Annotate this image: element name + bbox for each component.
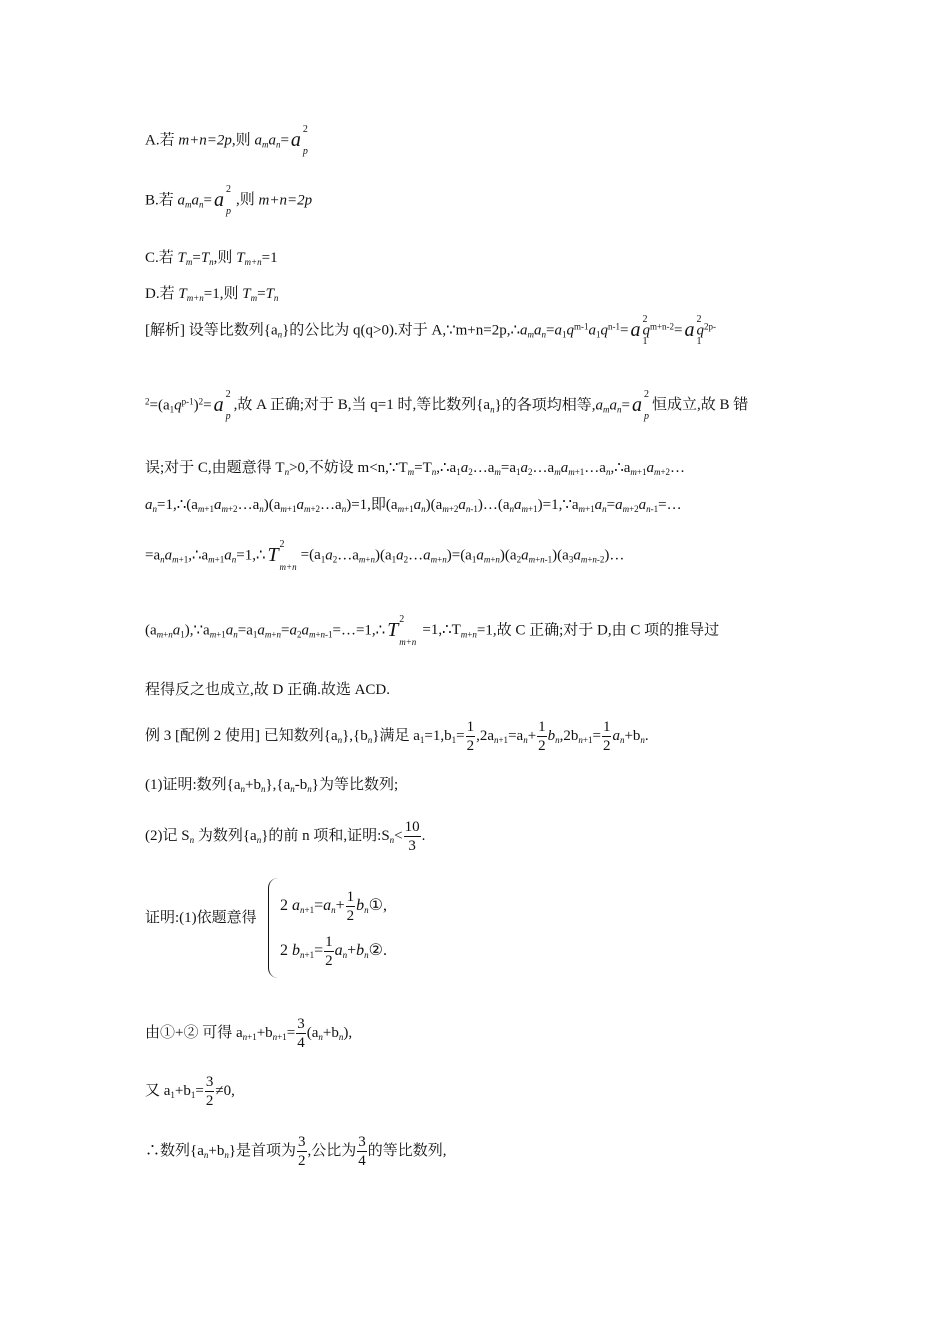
- proof-intro: 证明:(1)依题意得: [145, 910, 257, 926]
- option-c-cond: =: [192, 250, 201, 266]
- q1-d: -b: [294, 777, 308, 793]
- analysis-l1-exp1: m-1: [573, 321, 589, 332]
- example-t13: +b: [624, 727, 641, 744]
- analysis-l1-exp4: 2p-: [704, 321, 716, 332]
- example-t4: =1,b: [424, 727, 452, 744]
- analysis-l1-text: [解析] 设等比数列{a: [145, 322, 278, 339]
- analysis-l2-i: 恒成立,故 B 错: [652, 397, 749, 414]
- analysis-l5-h: )(a: [499, 547, 517, 564]
- analysis-l4-b: …a: [237, 497, 260, 513]
- analysis-l3: 误;对于 C,由题意得 T: [145, 460, 285, 476]
- analysis-l4-g: )(a: [425, 497, 443, 513]
- proof-s3c: }是首项为: [228, 1142, 297, 1159]
- proof-s3d: ,公比为: [307, 1142, 357, 1159]
- analysis-l3-d: ,∴a: [436, 460, 457, 476]
- fraction-half-3: $\frac{1}{2}$: [602, 719, 611, 754]
- analysis-l1-exp2: n-1: [607, 321, 620, 332]
- example-t3: }满足 a: [372, 727, 420, 744]
- analysis-l6-d: =…=1,∴: [332, 622, 386, 639]
- analysis-l4-j: a: [514, 497, 522, 513]
- option-b-concl: m+n=2p: [258, 192, 313, 209]
- fraction-ten-thirds: $\frac{10}{3}$: [404, 819, 420, 854]
- option-b: B.若 $a_ma_n= a$ 2 p ,则 m+n=2p: [145, 190, 312, 212]
- proof-s2d: ≠0,: [215, 1082, 235, 1099]
- option-b-sq: 2: [225, 184, 231, 195]
- analysis-l5: =a: [145, 547, 161, 564]
- analysis-l3-c: =T: [414, 460, 432, 476]
- proof-s1d: (a: [306, 1024, 319, 1041]
- analysis-l5-b: ,∴a: [188, 547, 209, 564]
- analysis-l6-b: ),∵a: [184, 622, 210, 639]
- analysis-l4-h: a: [458, 497, 466, 513]
- proof-s3b: +b: [208, 1142, 225, 1159]
- equation-2: 2 $b_{n+1}=$ $\frac{1}{2}$ $a_n+b_n②$.: [280, 934, 387, 969]
- analysis-l3-g: …a: [532, 460, 555, 476]
- option-a-sq: 2: [302, 124, 308, 135]
- analysis-l1-b: }的公比为 q(q>0).对于 A,∵m+n=2p,∴: [282, 322, 521, 339]
- analysis-l4-e: )=1,即(a: [346, 497, 398, 513]
- option-b-rel: =: [203, 192, 212, 209]
- option-d-concl: =: [257, 286, 266, 302]
- analysis-l3-f: =a: [500, 460, 517, 476]
- option-b-lead: B.若: [145, 192, 178, 209]
- option-a-mid: ,则: [231, 132, 255, 149]
- example-t2: },{b: [342, 727, 368, 744]
- analysis-line-6: $(a_{m+n}a_1),\because a_{m+1}a_n=a_1a_{m+n}=a_2a_{m+n-1}=\dots=1,\therefore$ T 2 m+n $=1,\therefore T_{m+n}=1$,故 C 正确;对于 D,由 C 项的推导过: [145, 614, 720, 647]
- q2-c: }的前 n 项和,证明:S: [261, 827, 390, 844]
- fraction-half-2: $\frac{1}{2}$: [538, 719, 546, 754]
- analysis-line-2: $^2=(a_1q^{p-1})^2= a$ 2 p ,故 A 正确;对于 B,当 q=1 时,等比数列$\{a_n\}$的各项均相等$,a_ma_n= a$ 2 p 恒成立,故 B 错: [145, 389, 749, 422]
- proof-s3: ∴数列{a: [145, 1142, 204, 1159]
- question-2: (2)记 $S_n$ 为数列$\{a_n\}$的前 n 项和,证明$:S_n<$ $\frac{10}{3}$ .: [145, 819, 426, 854]
- analysis-l3-e: …a: [472, 460, 495, 476]
- q2-b: 为数列{a: [194, 827, 257, 844]
- analysis-l6: (a: [145, 622, 157, 639]
- option-a-sub: p: [302, 146, 308, 157]
- analysis-l2-c: q: [174, 397, 182, 414]
- example-t9: b: [547, 727, 556, 744]
- analysis-l2-h: }的各项均相等,: [494, 397, 596, 414]
- analysis-l2-exp: p-1: [181, 396, 194, 407]
- analysis-l1-exp3: m+n-2: [649, 321, 675, 332]
- option-b-sub: p: [225, 206, 231, 217]
- left-brace: [268, 878, 279, 978]
- q1-text: (1)证明:数列{a: [145, 777, 241, 793]
- proof-s2b: +b: [174, 1082, 191, 1099]
- option-b-mid: ,则: [235, 192, 259, 209]
- analysis-l4-k: )=1,∵a: [537, 497, 579, 513]
- analysis-l1-c: =: [546, 322, 555, 339]
- fraction-half-1: $\frac{1}{2}$: [466, 719, 475, 754]
- analysis-l5-e: …a: [337, 547, 359, 564]
- example-title: 例 3 [配例 2 使用] 已知数列$\{a_n\},\{b_n\}$满足 $a_1=1,b_1=$ $\frac{1}{2}$ $,2a_{n+1}=a_n+$ $\frac{1}{2}$ $b_n,2b_{n+1}=$ $\frac{1}{2}$ $a_n+b_n$.: [145, 719, 649, 754]
- q2-text: (2)记 S: [145, 827, 190, 844]
- fraction-three-halves: $\frac{3}{2}$: [205, 1074, 214, 1109]
- option-d-lead: D.若: [145, 286, 179, 302]
- option-a-rel: =: [280, 132, 289, 149]
- analysis-l5-f: )(a: [375, 547, 392, 564]
- proof-step-2: 又 $a_1+b_1=$ $\frac{3}{2}$ ≠0,: [145, 1074, 235, 1109]
- option-c-concl: =1: [261, 250, 278, 266]
- q1-b: +b: [245, 777, 261, 793]
- analysis-l5-j: )…: [604, 547, 625, 564]
- proof-s2: 又 a: [145, 1082, 171, 1099]
- analysis-l4: =1,∴(a: [157, 497, 198, 513]
- example-t11: =: [592, 727, 601, 744]
- analysis-l2-d: ): [193, 397, 199, 414]
- analysis-l2-a: 2: [145, 396, 150, 407]
- analysis-line-5: $=a_na_{m+1},\therefore a_{m+1}a_n=1,\therefore$ T 2 m+n $=(a_1a_2\dots a_{m+n})(a_1a_2\dots a_{m+n})=(a_1a_{m+n})(a_2a_{m+n-1})(a_3a_{m+n-2})\dots$: [145, 539, 625, 572]
- analysis-l4-i: )…(a: [477, 497, 510, 513]
- example-t5: =: [456, 727, 465, 744]
- analysis-l5-i: )(a: [552, 547, 569, 564]
- q1-c: },{a: [265, 777, 291, 793]
- analysis-line-4: $a_n=1,\therefore(a_{m+1}a_{m+2}\dots a_n)(a_{m+1}a_{m+2}\dots a_n)=1$,即$(a_{m+1}a_n)(a_{m+2}a_{n-1})\dots(a_na_{m+1})=1,\because a_{m+1}a_n=a_{m+2}a_{n-1}=\dots$: [145, 497, 682, 514]
- analysis-l5-c: =1,∴: [236, 547, 266, 564]
- option-d-cond: =1: [203, 286, 220, 302]
- example-t10: ,2b: [559, 727, 579, 744]
- option-d: D.若 $T_{m+n}=1$,则 $T_m=T_n$: [145, 286, 279, 303]
- example-t8: +: [527, 727, 537, 744]
- analysis-line-3: 误;对于 C,由题意得 $T_n>0$,不妨设 $m<n,\because T_m=T_n,\therefore a_1a_2\dots a_m=a_1a_2\dots a_ma_{m+1}\dots a_n,\therefore a_{m+1}a_{m+2}\dots$: [145, 460, 686, 477]
- proof-s1c: =: [286, 1024, 296, 1041]
- analysis-line-1: [解析] 设等比数列$\{a_n\}$的公比为 q(q>0).对于 $A,\because m+n=2p,\therefore a_ma_n=a_1q^{m-1}a_1q^{n-1}= a$ 2 1 $q^{m+n-2}= a$ 2 1 $q^{2p-}$: [145, 314, 716, 347]
- analysis-l6-f: =1,故 C 正确;对于 D,由 C 项的推导过: [476, 622, 720, 639]
- example-t12: a: [612, 727, 620, 744]
- fraction-first-term: $\frac{3}{2}$: [298, 1134, 306, 1169]
- proof-step-3: ∴数列$\{a_n+b_n\}$是首项为 $\frac{3}{2}$ ,公比为 $\frac{3}{4}$ 的等比数列,: [145, 1134, 447, 1169]
- analysis-l4-d: …a: [320, 497, 342, 513]
- analysis-l4-l: =…: [658, 497, 682, 513]
- analysis-l5-g: )=(a: [446, 547, 472, 564]
- analysis-l6-c: =a: [237, 622, 253, 639]
- proof-s1e: +b: [322, 1024, 339, 1041]
- q2-e: .: [421, 827, 426, 844]
- proof-step-1: 由①+② 可得 $a_{n+1}+b_{n+1}=$ $\frac{3}{4}$ $(a_n+b_n)$,: [145, 1016, 353, 1051]
- option-c-mid: ,则: [213, 250, 237, 266]
- example-t7: =a: [508, 727, 524, 744]
- option-a-cond: m+n=2p: [178, 132, 232, 149]
- q1-e: }为等比数列;: [311, 777, 399, 793]
- analysis-l5-d: =(a: [300, 547, 321, 564]
- analysis-line-7: 程得反之也成立,故 D 正确.故选 ACD.: [145, 682, 391, 698]
- analysis-l3-j: …: [670, 460, 686, 476]
- analysis-l4-c: )(a: [263, 497, 281, 513]
- analysis-l6-e: =1,∴T: [422, 622, 461, 639]
- option-a-lead: A.若: [145, 132, 179, 149]
- option-a: A.若 m+n=2p,则 $a_ma_n= a$ 2 p: [145, 130, 303, 152]
- question-1: (1)证明:数列$\{a_n+b_n\},\{a_n-b_n\}$为等比数列;: [145, 777, 399, 794]
- equation-system: [268, 878, 438, 978]
- proof-s1b: +b: [256, 1024, 273, 1041]
- option-c-lead: C.若: [145, 250, 178, 266]
- analysis-l3-b: >0,不妨设 m<n,∵T: [289, 460, 408, 476]
- analysis-l2-e: 2: [198, 396, 204, 407]
- option-c: C.若 $T_m=T_n$,则 $T_{m+n}=1$: [145, 250, 278, 267]
- fraction-three-quarters: $\frac{3}{4}$: [297, 1016, 305, 1051]
- analysis-l2-f: =: [203, 397, 212, 414]
- analysis-l3-h: …a: [584, 460, 606, 476]
- analysis-l2-b: =(a: [149, 397, 170, 414]
- proof-s3e: 的等比数列,: [367, 1142, 447, 1159]
- equation-1: 2 $a_{n+1}=a_n+$ $\frac{1}{2}$ $b_n①$,: [280, 889, 387, 924]
- analysis-l4-f: a: [413, 497, 422, 513]
- analysis-l3-i: ,∴a: [610, 460, 631, 476]
- analysis-l2-g: ,故 A 正确;对于 B,当 q=1 时,等比数列{a: [233, 397, 491, 414]
- example-title-text: 例 3 [配例 2 使用] 已知数列{a: [145, 727, 338, 744]
- fraction-ratio: $\frac{3}{4}$: [358, 1134, 366, 1169]
- analysis-l1-eq: =: [619, 322, 629, 339]
- q2-d: <: [394, 827, 403, 844]
- option-d-mid: ,则: [219, 286, 243, 302]
- example-t14: .: [644, 727, 649, 744]
- proof-s1: 由①+② 可得 a: [145, 1024, 243, 1041]
- example-t6: ,2a: [476, 727, 494, 744]
- proof-s2c: =: [195, 1082, 204, 1099]
- proof-s1f: ),: [343, 1024, 353, 1041]
